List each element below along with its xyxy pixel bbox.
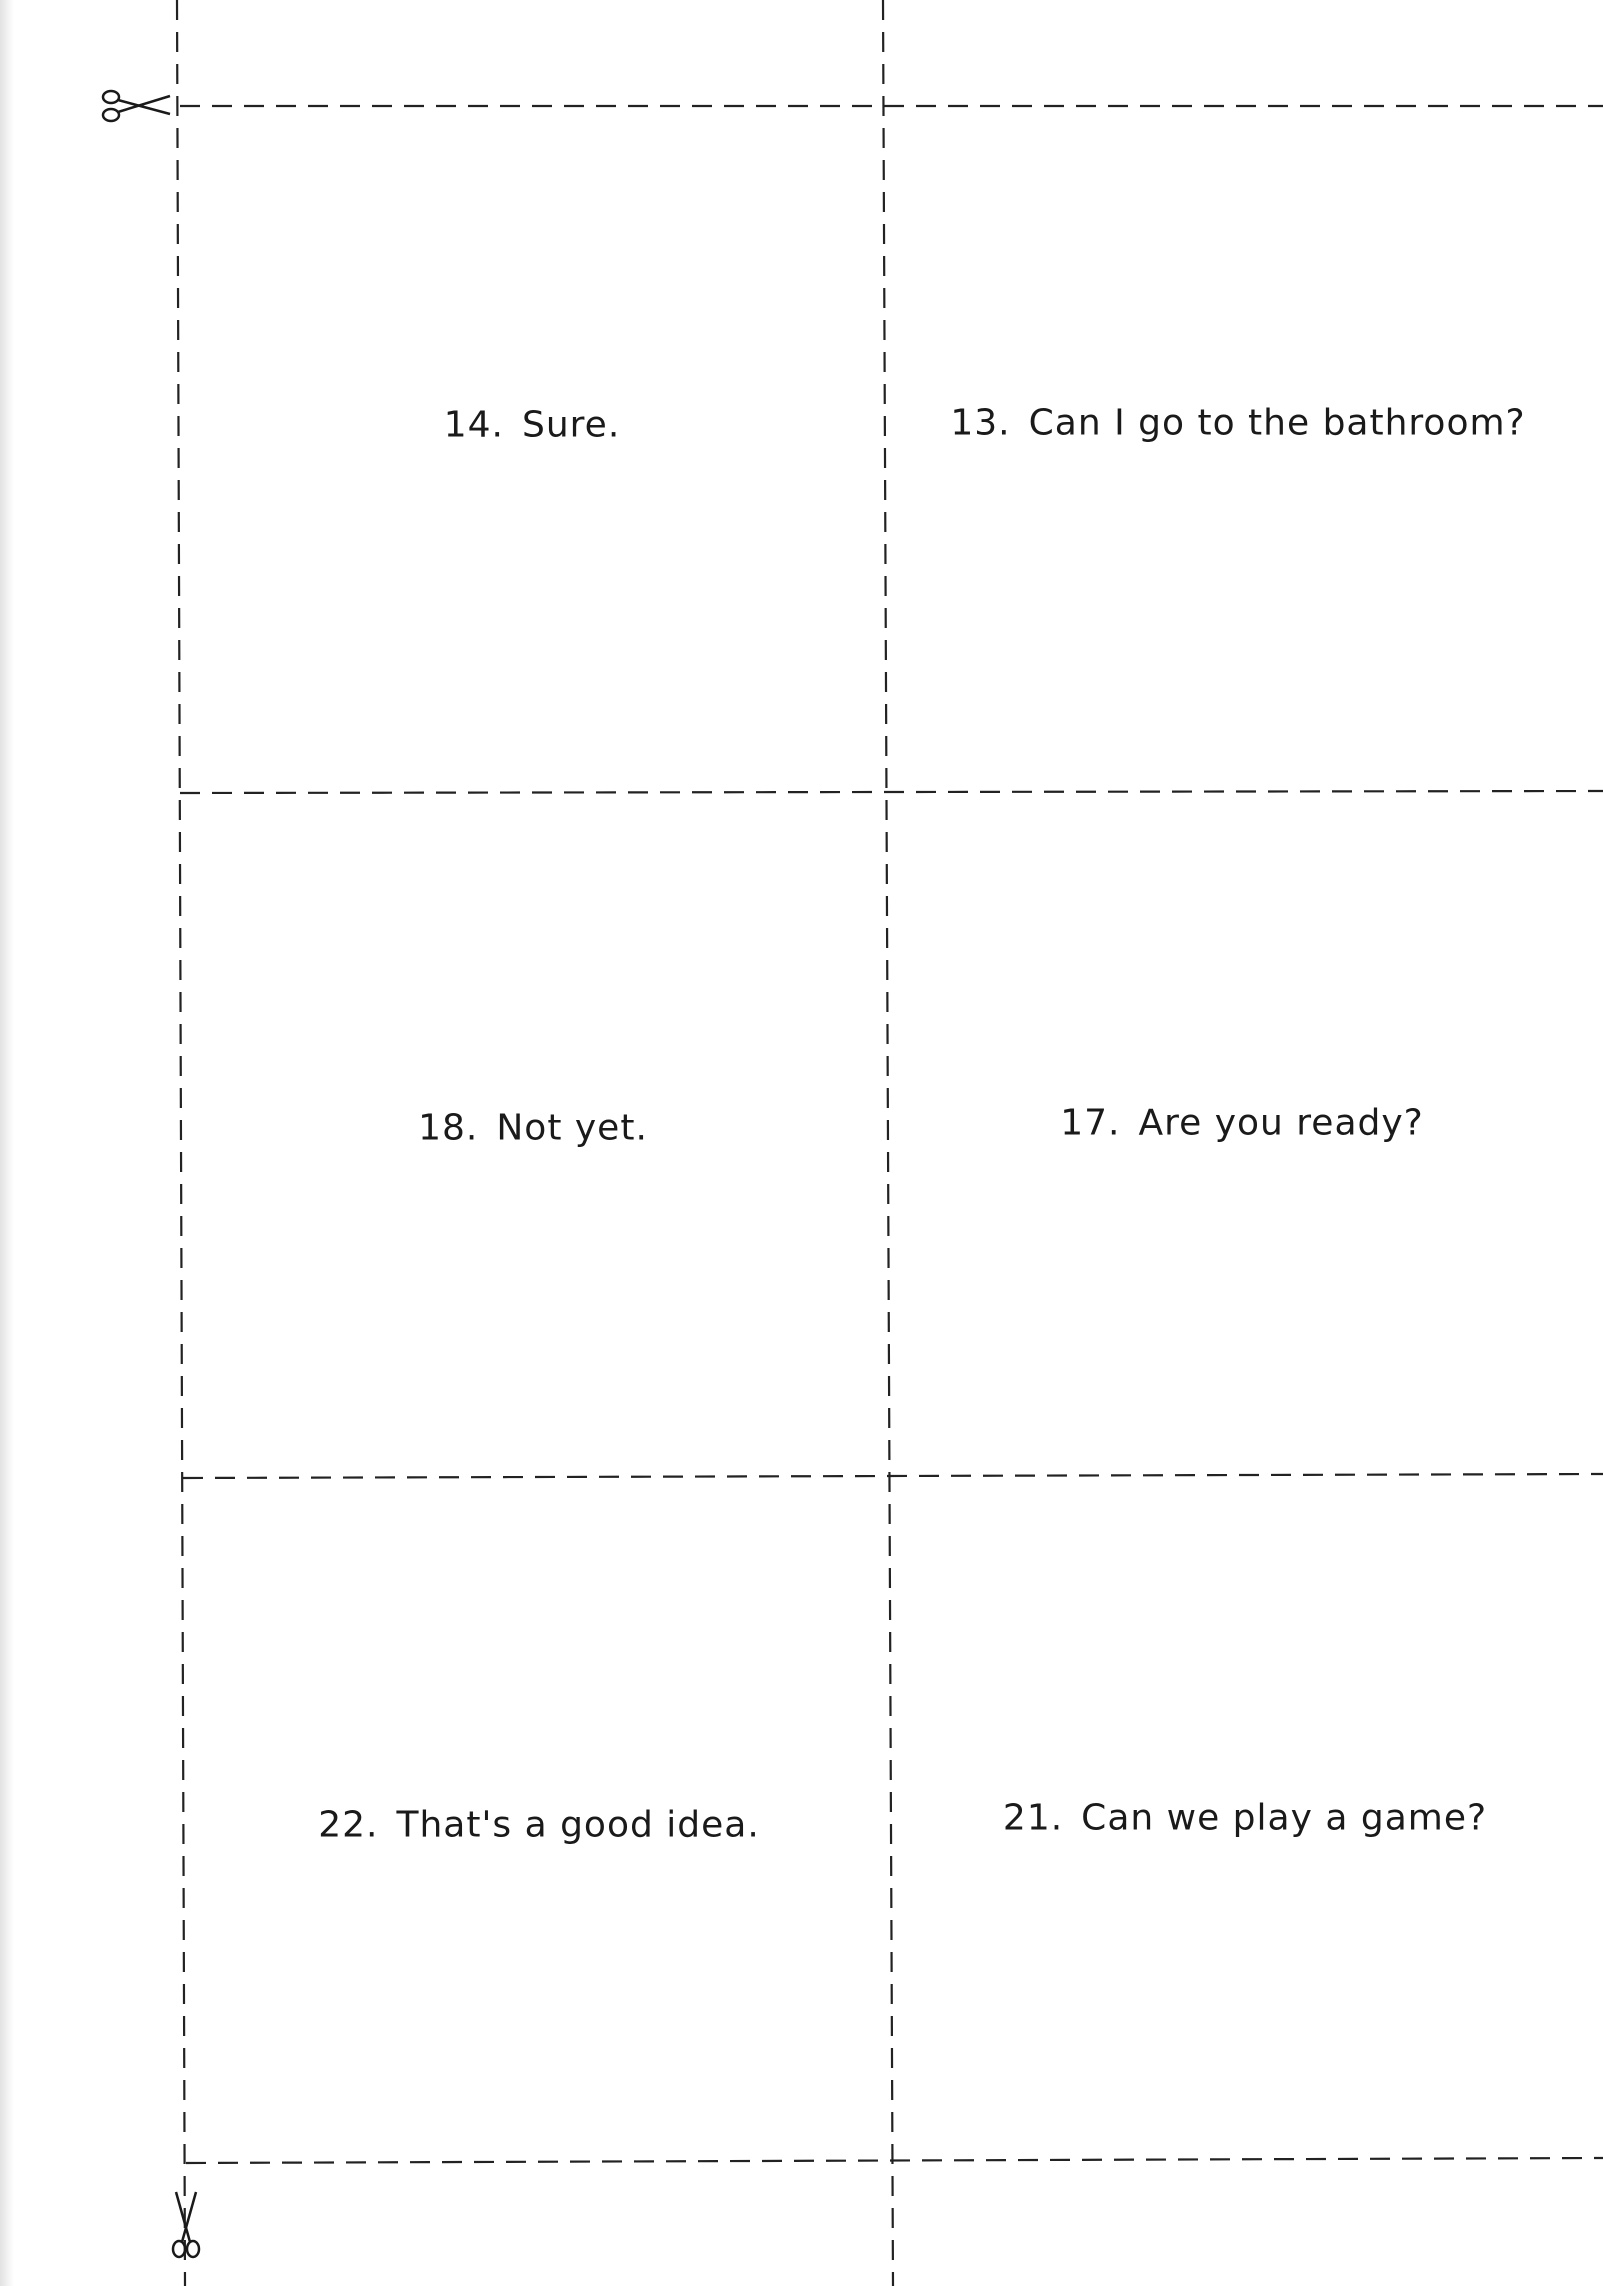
card-number: 13. — [950, 402, 1011, 444]
card-text: Can we play a game? — [1081, 1797, 1488, 1839]
card-number: 21. — [1002, 1797, 1064, 1839]
card-text: Can I go to the bathroom? — [1028, 402, 1526, 444]
card-22 — [318, 1805, 760, 1846]
card-17 — [1060, 1103, 1424, 1144]
card-text: Are you ready? — [1138, 1102, 1424, 1144]
cut-line-horizontal-3 — [183, 1474, 1603, 1478]
card-text: Sure. — [521, 404, 621, 446]
card-13 — [950, 403, 1525, 444]
cut-line-vertical-left — [177, 0, 185, 2286]
card-number: 18. — [418, 1107, 479, 1149]
card-18 — [418, 1108, 648, 1149]
cut-line-horizontal-4 — [186, 2158, 1603, 2163]
card-number: 22. — [318, 1804, 379, 1846]
card-text: Not yet. — [496, 1107, 648, 1149]
cut-line-vertical-middle — [883, 0, 893, 2286]
scissors-icon — [166, 2190, 206, 2260]
card-14 — [444, 405, 621, 446]
card-number: 17. — [1060, 1102, 1121, 1144]
scissors-icon — [100, 84, 172, 128]
card-number: 14. — [443, 404, 504, 446]
cut-line-horizontal-2 — [180, 791, 1603, 793]
card-21 — [1003, 1798, 1487, 1839]
card-text: That's a good idea. — [396, 1804, 760, 1846]
